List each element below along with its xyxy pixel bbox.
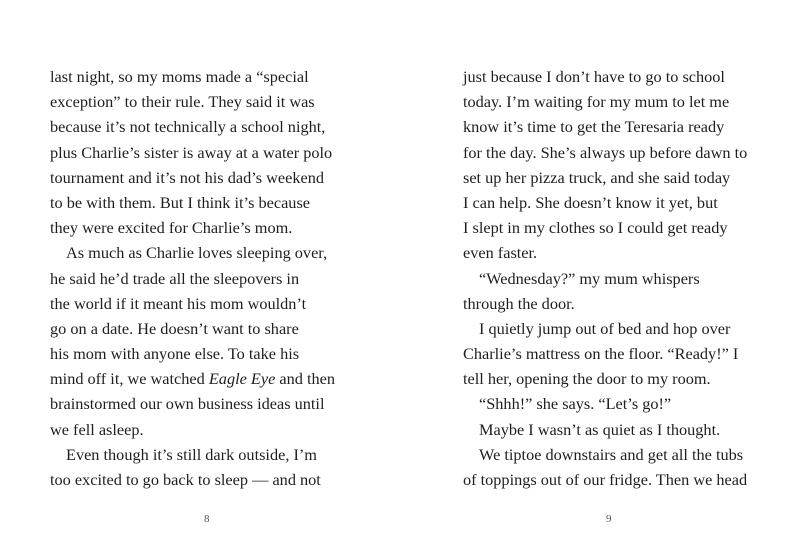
text-segment: and then: [275, 369, 335, 389]
text-line: today. I’m waiting for my mum to let me: [463, 92, 730, 112]
text-line: Maybe I wasn’t as quiet as I thought.: [479, 419, 721, 439]
text-line: Charlie’s mattress on the floor. “Ready!” I: [463, 344, 739, 364]
text-line: “Shhh!” she says. “Let’s go!”: [479, 394, 672, 414]
text-line: his mom with anyone else. To take his: [50, 344, 300, 364]
text-line: set up her pizza truck, and she said today: [463, 167, 731, 187]
page-number-left: 8: [204, 513, 210, 525]
text-line: I slept in my clothes so I could get ready: [463, 218, 728, 238]
text-line: I quietly jump out of bed and hop over: [479, 318, 731, 338]
text-line: to be with them. But I think it’s because: [50, 192, 311, 212]
text-line: We tiptoe downstairs and get all the tubs: [479, 444, 744, 464]
text-line: Even though it’s still dark outside, I’m: [66, 444, 317, 464]
text-line: just because I don’t have to go to school: [463, 67, 725, 86]
text-line: plus Charlie’s sister is away at a water polo: [50, 142, 333, 162]
text-line: brainstormed our own business ideas until: [50, 394, 325, 414]
text-line: too excited to go back to sleep — and not: [50, 470, 321, 489]
page-number-right: 9: [606, 513, 612, 525]
text-line: know it’s time to get the Teresaria ready: [463, 117, 725, 137]
text-line: because it’s not technically a school night,: [50, 117, 326, 137]
text-line: we fell asleep.: [50, 419, 144, 439]
text-line: for the day. She’s always up before dawn to: [463, 142, 748, 162]
film-title: Eagle Eye: [208, 369, 276, 389]
text-line: the world if it meant his mom wouldn’t: [50, 293, 307, 313]
text-line: he said he’d trade all the sleepovers in: [50, 268, 300, 288]
text-line: even faster.: [463, 243, 538, 263]
text-line: [50, 366, 370, 391]
text-line: tell her, opening the door to my room.: [463, 369, 711, 389]
text-line: I can help. She doesn’t know it yet, but: [463, 192, 718, 212]
text-line: tournament and it’s not his dad’s weekend: [50, 167, 325, 187]
text-line: of toppings out of our fridge. Then we head: [463, 470, 748, 489]
text-line: they were excited for Charlie’s mom.: [50, 218, 293, 238]
left-page-text: [50, 64, 370, 492]
text-line: last night, so my moms made a “special: [50, 67, 309, 86]
text-line: go on a date. He doesn’t want to share: [50, 318, 299, 338]
text-segment: mind off it, we watched: [50, 369, 209, 389]
right-page-text: [463, 64, 773, 492]
text-line: As much as Charlie loves sleeping over,: [66, 243, 328, 263]
text-line: “Wednesday?” my mum whispers: [479, 268, 700, 288]
text-line: exception” to their rule. They said it was: [50, 92, 315, 112]
text-line: through the door.: [463, 293, 575, 313]
